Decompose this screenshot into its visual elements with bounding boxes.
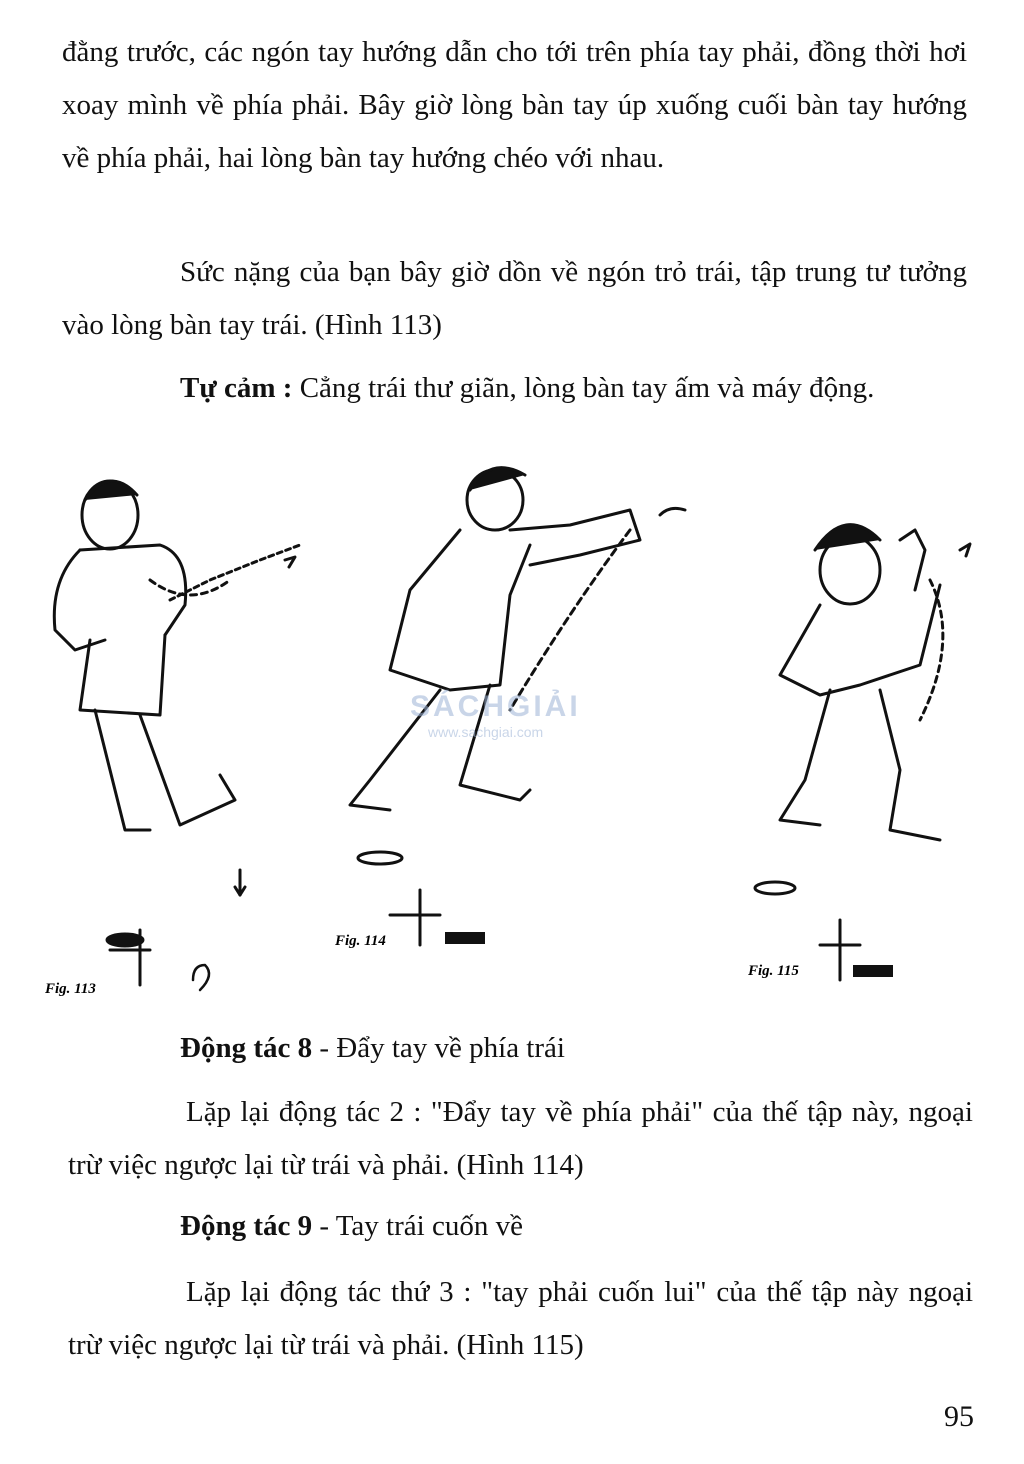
action-8-title: Động tác 8	[180, 1032, 313, 1064]
heading-action-8	[62, 1022, 967, 1075]
paragraph-action-9: Lặp lại động tác thứ 3 : "tay phải cuốn lui" của thế tập này ngoại trừ việc ngược lại từ trái và phải. (Hình 115)	[68, 1276, 973, 1361]
heading-action-9	[62, 1200, 967, 1253]
paragraph-action-8: Lặp lại động tác 2 : "Đẩy tay về phía phải" của thế tập này, ngoại trừ việc ngược lại từ trái và phải. (Hình 114)	[68, 1096, 973, 1181]
paragraph-weight: Sức nặng của bạn bây giờ dồn về ngón trỏ trái, tập trung tư tưởng vào lòng bàn tay trái. (Hình 113)	[62, 256, 967, 341]
self-feeling-label: Tự cảm :	[180, 372, 293, 404]
watermark-brand: SÁCHGIẢI	[410, 690, 581, 723]
caption-fig-114: Fig. 114	[335, 933, 386, 949]
watermark	[410, 690, 630, 780]
action-9-title: Động tác 9	[180, 1210, 313, 1242]
watermark-url: www.sachgiai.com	[428, 724, 544, 740]
paragraph-self-feeling	[62, 362, 967, 415]
paragraph-continuation: đằng trước, các ngón tay hướng dẫn cho tới trên phía tay phải, đồng thời hơi xoay mình về phía phải. Bây giờ lòng bàn tay úp xuống cuối bàn tay hướng về phía phải, hai lòng bàn tay hướng chéo với nhau.	[62, 36, 967, 174]
caption-fig-115: Fig. 115	[748, 963, 799, 979]
page-number: 95	[944, 1400, 974, 1433]
action-8-subtitle: - Đẩy tay về phía trái	[312, 1032, 565, 1064]
caption-fig-113: Fig. 113	[45, 981, 96, 997]
figure-113-drawing	[54, 481, 300, 990]
action-9-subtitle: - Tay trái cuốn về	[312, 1210, 523, 1242]
self-feeling-text: Cẳng trái thư giãn, lòng bàn tay ấm và máy động.	[292, 372, 875, 404]
figure-115-drawing	[755, 525, 970, 980]
